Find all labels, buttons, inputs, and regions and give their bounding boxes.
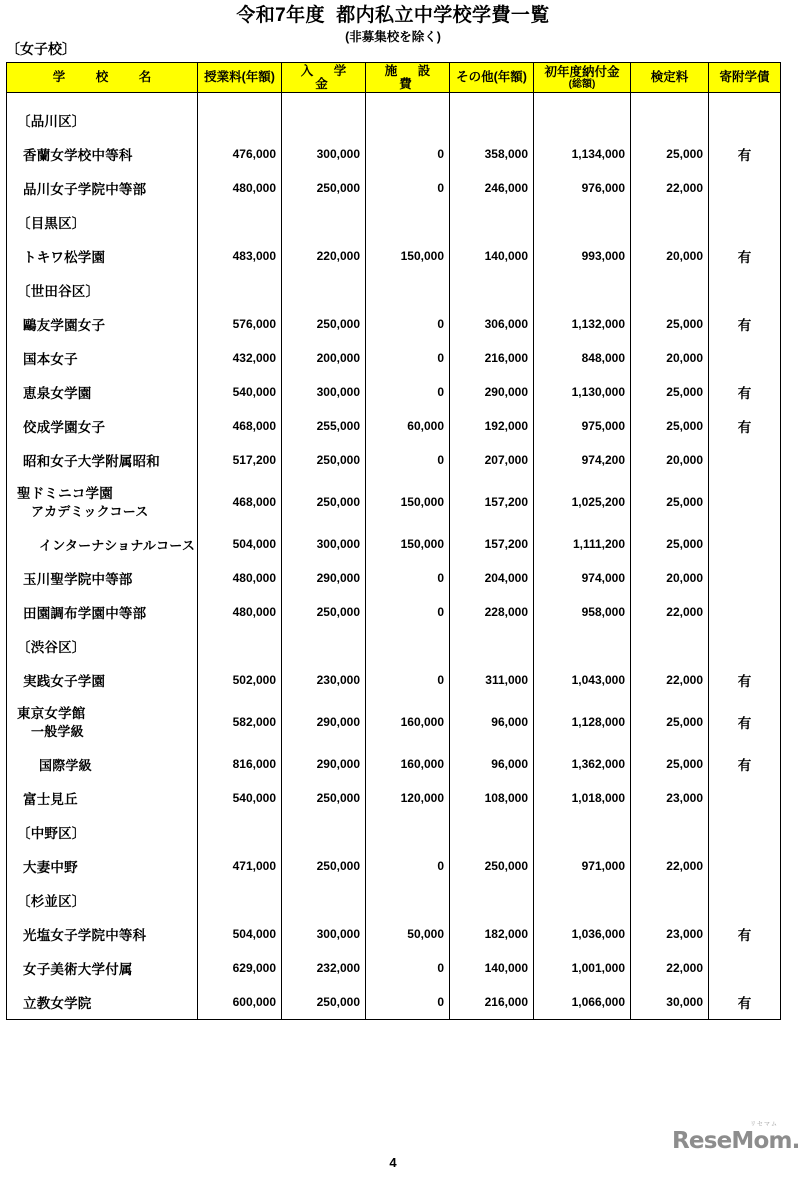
exam-fee-cell: 25,000 <box>631 375 709 409</box>
exam-fee-cell: 22,000 <box>631 663 709 697</box>
table-spacer-row <box>7 93 781 104</box>
school-name-cell <box>7 561 198 595</box>
empty-cell <box>282 93 366 104</box>
section-label: 〔女子校〕 <box>6 41 76 57</box>
table-row <box>7 781 781 815</box>
empty-cell <box>534 629 631 663</box>
first-year-total-cell: 975,000 <box>534 409 631 443</box>
other-cell: 192,000 <box>450 409 534 443</box>
empty-cell <box>631 103 709 137</box>
table-row <box>7 951 781 985</box>
column-header-school-name: 学 校 名 <box>7 63 198 93</box>
exam-fee-cell: 22,000 <box>631 849 709 883</box>
table-row-ward-heading <box>7 815 781 849</box>
resemom-logo <box>672 1122 800 1156</box>
empty-cell <box>631 273 709 307</box>
logo-word-text: ReseMom <box>672 1128 792 1154</box>
admission-cell: 300,000 <box>282 137 366 171</box>
admission-cell: 250,000 <box>282 595 366 629</box>
first-year-total-cell: 971,000 <box>534 849 631 883</box>
facility-cell: 50,000 <box>366 917 450 951</box>
logo-ruby-text: リセマム <box>750 1122 778 1128</box>
school-name-label: 実践女子学園 <box>23 674 106 689</box>
empty-cell <box>450 273 534 307</box>
table-row <box>7 477 781 527</box>
school-name-cell <box>7 443 198 477</box>
donation-cell <box>709 561 781 595</box>
table-row <box>7 747 781 781</box>
donation-cell: 有 <box>709 409 781 443</box>
page-title: 令和7年度 都内私立中学校学費一覧 <box>236 5 550 26</box>
first-year-total-cell: 1,025,200 <box>534 477 631 527</box>
other-cell: 228,000 <box>450 595 534 629</box>
facility-cell: 0 <box>366 561 450 595</box>
school-name-label: 国本女子 <box>23 352 78 367</box>
donation-cell <box>709 951 781 985</box>
tuition-cell: 540,000 <box>198 781 282 815</box>
table-row <box>7 443 781 477</box>
first-year-total-cell: 958,000 <box>534 595 631 629</box>
school-name-label: 恵泉女学園 <box>23 386 92 401</box>
empty-cell <box>631 93 709 104</box>
exam-fee-cell: 25,000 <box>631 527 709 561</box>
empty-cell <box>534 103 631 137</box>
exam-fee-cell: 23,000 <box>631 917 709 951</box>
first-year-total-main: 初年度納付金 <box>544 64 620 79</box>
column-header-tuition: 授業料(年額) <box>198 63 282 93</box>
exam-fee-cell: 30,000 <box>631 985 709 1020</box>
table-row <box>7 341 781 375</box>
empty-cell <box>198 103 282 137</box>
tuition-cell: 480,000 <box>198 171 282 205</box>
empty-cell <box>631 629 709 663</box>
table-row <box>7 527 781 561</box>
empty-cell <box>282 883 366 917</box>
admission-cell: 250,000 <box>282 171 366 205</box>
empty-cell <box>534 93 631 104</box>
donation-cell: 有 <box>709 137 781 171</box>
school-name-cell <box>7 527 198 561</box>
donation-cell <box>709 781 781 815</box>
school-name-label: 佼成学園女子 <box>23 420 106 435</box>
tuition-cell: 483,000 <box>198 239 282 273</box>
empty-cell <box>198 205 282 239</box>
first-year-total-cell: 974,200 <box>534 443 631 477</box>
exam-fee-cell: 20,000 <box>631 239 709 273</box>
exam-fee-cell: 25,000 <box>631 307 709 341</box>
first-year-total-cell: 1,111,200 <box>534 527 631 561</box>
ward-name <box>7 205 198 239</box>
empty-cell <box>366 629 450 663</box>
school-name-label: 品川女子学院中等部 <box>23 182 147 197</box>
other-cell: 157,200 <box>450 527 534 561</box>
ward-label: 〔渋谷区〕 <box>17 640 86 655</box>
school-course-label: インターナショナルコース <box>39 537 196 553</box>
facility-cell: 160,000 <box>366 747 450 781</box>
admission-cell: 300,000 <box>282 375 366 409</box>
table-row <box>7 697 781 747</box>
other-cell: 216,000 <box>450 985 534 1020</box>
school-name-label: 富士見丘 <box>23 792 78 807</box>
first-year-total-cell: 1,066,000 <box>534 985 631 1020</box>
ward-name <box>7 273 198 307</box>
tuition-cell: 517,200 <box>198 443 282 477</box>
first-year-total-cell: 1,036,000 <box>534 917 631 951</box>
empty-cell <box>450 629 534 663</box>
empty-cell <box>366 273 450 307</box>
tuition-cell: 502,000 <box>198 663 282 697</box>
first-year-total-cell: 1,132,000 <box>534 307 631 341</box>
table-row <box>7 171 781 205</box>
other-cell: 96,000 <box>450 697 534 747</box>
school-name-label: 聖ドミニコ学園 <box>17 485 113 501</box>
first-year-total-cell: 1,001,000 <box>534 951 631 985</box>
admission-cell: 300,000 <box>282 527 366 561</box>
donation-cell <box>709 443 781 477</box>
tuition-cell: 582,000 <box>198 697 282 747</box>
first-year-total-note: (総額) <box>568 78 596 90</box>
other-cell: 306,000 <box>450 307 534 341</box>
empty-cell <box>198 629 282 663</box>
ward-label: 〔目黒区〕 <box>17 216 86 231</box>
ward-name <box>7 815 198 849</box>
table-row <box>7 239 781 273</box>
empty-cell <box>366 815 450 849</box>
table-row <box>7 375 781 409</box>
admission-cell: 232,000 <box>282 951 366 985</box>
school-name-label: 東京女学館 <box>17 705 86 721</box>
facility-cell: 160,000 <box>366 697 450 747</box>
school-name-label: 玉川聖学院中等部 <box>23 572 133 587</box>
exam-fee-cell: 20,000 <box>631 443 709 477</box>
empty-cell <box>198 273 282 307</box>
table-row <box>7 137 781 171</box>
facility-cell: 0 <box>366 171 450 205</box>
tuition-cell: 432,000 <box>198 341 282 375</box>
tuition-cell: 576,000 <box>198 307 282 341</box>
ward-label: 〔杉並区〕 <box>17 894 86 909</box>
other-cell: 207,000 <box>450 443 534 477</box>
empty-cell <box>450 815 534 849</box>
first-year-total-cell: 1,128,000 <box>534 697 631 747</box>
empty-cell <box>366 883 450 917</box>
facility-cell: 150,000 <box>366 527 450 561</box>
logo-wordmark <box>672 1128 800 1154</box>
tuition-cell: 504,000 <box>198 527 282 561</box>
other-cell: 246,000 <box>450 171 534 205</box>
other-cell: 157,200 <box>450 477 534 527</box>
exam-fee-cell: 25,000 <box>631 409 709 443</box>
admission-cell: 220,000 <box>282 239 366 273</box>
donation-cell: 有 <box>709 747 781 781</box>
facility-cell: 0 <box>366 595 450 629</box>
exam-fee-cell: 20,000 <box>631 341 709 375</box>
school-name-label: 香蘭女学校中等科 <box>23 148 133 163</box>
school-name-cell <box>7 375 198 409</box>
empty-cell <box>198 93 282 104</box>
other-cell: 140,000 <box>450 951 534 985</box>
empty-cell <box>631 815 709 849</box>
table-row <box>7 409 781 443</box>
empty-cell <box>534 205 631 239</box>
admission-cell: 255,000 <box>282 409 366 443</box>
admission-cell: 250,000 <box>282 781 366 815</box>
column-header-exam-fee: 検定料 <box>631 63 709 93</box>
donation-cell <box>709 477 781 527</box>
tuition-cell: 480,000 <box>198 595 282 629</box>
column-header-first-year-total <box>534 63 631 93</box>
donation-cell <box>709 849 781 883</box>
ward-name <box>7 883 198 917</box>
school-course-label: 一般学級 <box>31 723 84 739</box>
facility-cell: 0 <box>366 985 450 1020</box>
facility-cell: 60,000 <box>366 409 450 443</box>
school-name-cell <box>7 951 198 985</box>
donation-cell: 有 <box>709 917 781 951</box>
table-row-ward-heading <box>7 629 781 663</box>
facility-cell: 0 <box>366 307 450 341</box>
facility-cell: 0 <box>366 341 450 375</box>
table-row-ward-heading <box>7 883 781 917</box>
tuition-cell: 468,000 <box>198 477 282 527</box>
other-cell: 204,000 <box>450 561 534 595</box>
admission-cell: 290,000 <box>282 561 366 595</box>
exam-fee-cell: 22,000 <box>631 595 709 629</box>
other-cell: 311,000 <box>450 663 534 697</box>
ward-name <box>7 103 198 137</box>
admission-cell: 250,000 <box>282 443 366 477</box>
logo-dot: . <box>791 1128 800 1154</box>
school-name-cell <box>7 985 198 1020</box>
exam-fee-cell: 25,000 <box>631 697 709 747</box>
table-row-ward-heading <box>7 205 781 239</box>
school-name-cell <box>7 849 198 883</box>
empty-cell <box>534 883 631 917</box>
other-cell: 96,000 <box>450 747 534 781</box>
school-name-cell <box>7 341 198 375</box>
school-course-label: アカデミックコース <box>31 503 149 519</box>
first-year-total-cell: 1,043,000 <box>534 663 631 697</box>
title-block <box>0 4 786 45</box>
ward-name <box>7 629 198 663</box>
school-name-cell <box>7 477 198 527</box>
empty-cell <box>709 629 781 663</box>
empty-cell <box>7 93 198 104</box>
school-name-cell <box>7 917 198 951</box>
first-year-total-cell: 976,000 <box>534 171 631 205</box>
page-number: 4 <box>389 1155 397 1170</box>
empty-cell <box>366 93 450 104</box>
column-header-admission-fee: 入 学 金 <box>282 63 366 93</box>
other-cell: 290,000 <box>450 375 534 409</box>
donation-cell: 有 <box>709 239 781 273</box>
empty-cell <box>534 815 631 849</box>
ward-label: 〔品川区〕 <box>17 114 86 129</box>
admission-cell: 250,000 <box>282 307 366 341</box>
tuition-cell: 480,000 <box>198 561 282 595</box>
school-fee-table <box>6 62 781 1020</box>
ward-label: 〔世田谷区〕 <box>17 284 100 299</box>
empty-cell <box>282 629 366 663</box>
table-row-ward-heading <box>7 103 781 137</box>
exam-fee-cell: 22,000 <box>631 171 709 205</box>
column-header-facility-fee: 施 設 費 <box>366 63 450 93</box>
empty-cell <box>709 883 781 917</box>
facility-cell: 0 <box>366 443 450 477</box>
tuition-cell: 471,000 <box>198 849 282 883</box>
school-name-label: 鷗友学園女子 <box>23 318 106 333</box>
table-row <box>7 663 781 697</box>
tuition-cell: 816,000 <box>198 747 282 781</box>
empty-cell <box>282 815 366 849</box>
donation-cell <box>709 171 781 205</box>
tuition-cell: 504,000 <box>198 917 282 951</box>
other-cell: 182,000 <box>450 917 534 951</box>
empty-cell <box>709 815 781 849</box>
empty-cell <box>282 103 366 137</box>
school-name-label: 女子美術大学付属 <box>23 962 133 977</box>
table-row <box>7 985 781 1020</box>
other-cell: 250,000 <box>450 849 534 883</box>
first-year-total-cell: 1,362,000 <box>534 747 631 781</box>
exam-fee-cell: 20,000 <box>631 561 709 595</box>
school-name-cell <box>7 747 198 781</box>
page-subtitle: (非募集校を除く) <box>345 30 441 44</box>
admission-cell: 300,000 <box>282 917 366 951</box>
exam-fee-cell: 25,000 <box>631 137 709 171</box>
empty-cell <box>534 273 631 307</box>
donation-cell: 有 <box>709 985 781 1020</box>
empty-cell <box>366 103 450 137</box>
column-header-other-fee: その他(年額) <box>450 63 534 93</box>
school-name-cell <box>7 307 198 341</box>
other-cell: 108,000 <box>450 781 534 815</box>
empty-cell <box>709 205 781 239</box>
table-row <box>7 917 781 951</box>
admission-cell: 230,000 <box>282 663 366 697</box>
table-row <box>7 849 781 883</box>
empty-cell <box>709 273 781 307</box>
donation-cell <box>709 341 781 375</box>
empty-cell <box>450 883 534 917</box>
exam-fee-cell: 22,000 <box>631 951 709 985</box>
school-name-label: 大妻中野 <box>23 860 78 875</box>
ward-label: 〔中野区〕 <box>17 826 86 841</box>
other-cell: 140,000 <box>450 239 534 273</box>
exam-fee-cell: 23,000 <box>631 781 709 815</box>
exam-fee-cell: 25,000 <box>631 477 709 527</box>
school-name-label: トキワ松学園 <box>23 250 106 265</box>
school-name-cell <box>7 781 198 815</box>
table-row <box>7 307 781 341</box>
school-name-cell <box>7 137 198 171</box>
facility-cell: 150,000 <box>366 239 450 273</box>
empty-cell <box>282 205 366 239</box>
donation-cell: 有 <box>709 307 781 341</box>
school-name-label: 昭和女子大学附属昭和 <box>23 454 160 469</box>
tuition-cell: 600,000 <box>198 985 282 1020</box>
empty-cell <box>450 93 534 104</box>
first-year-total-cell: 1,018,000 <box>534 781 631 815</box>
school-name-cell <box>7 239 198 273</box>
table-row <box>7 595 781 629</box>
facility-cell: 0 <box>366 849 450 883</box>
facility-cell: 120,000 <box>366 781 450 815</box>
school-name-cell <box>7 171 198 205</box>
table-header-row <box>7 63 781 93</box>
school-name-cell <box>7 409 198 443</box>
admission-cell: 290,000 <box>282 747 366 781</box>
tuition-cell: 468,000 <box>198 409 282 443</box>
table-body <box>7 93 781 1020</box>
admission-cell: 250,000 <box>282 985 366 1020</box>
empty-cell <box>631 205 709 239</box>
school-name-label: 田園調布学園中等部 <box>23 606 147 621</box>
admission-cell: 290,000 <box>282 697 366 747</box>
tuition-cell: 629,000 <box>198 951 282 985</box>
donation-cell <box>709 527 781 561</box>
first-year-total-cell: 993,000 <box>534 239 631 273</box>
school-name-cell <box>7 663 198 697</box>
empty-cell <box>198 883 282 917</box>
other-cell: 216,000 <box>450 341 534 375</box>
school-name-cell <box>7 697 198 747</box>
facility-cell: 0 <box>366 137 450 171</box>
donation-cell <box>709 595 781 629</box>
column-header-donation: 寄附学債 <box>709 63 781 93</box>
donation-cell: 有 <box>709 375 781 409</box>
table-row <box>7 561 781 595</box>
empty-cell <box>366 205 450 239</box>
empty-cell <box>709 93 781 104</box>
facility-cell: 0 <box>366 663 450 697</box>
table-row-ward-heading <box>7 273 781 307</box>
empty-cell <box>709 103 781 137</box>
facility-cell: 0 <box>366 375 450 409</box>
empty-cell <box>450 103 534 137</box>
first-year-total-cell: 848,000 <box>534 341 631 375</box>
donation-cell: 有 <box>709 663 781 697</box>
admission-cell: 250,000 <box>282 477 366 527</box>
tuition-cell: 540,000 <box>198 375 282 409</box>
empty-cell <box>450 205 534 239</box>
other-cell: 358,000 <box>450 137 534 171</box>
empty-cell <box>282 273 366 307</box>
school-course-label: 国際学級 <box>39 757 92 773</box>
school-name-label: 立教女学院 <box>23 996 92 1011</box>
empty-cell <box>198 815 282 849</box>
first-year-total-cell: 1,130,000 <box>534 375 631 409</box>
donation-cell: 有 <box>709 697 781 747</box>
admission-cell: 200,000 <box>282 341 366 375</box>
school-name-cell <box>7 595 198 629</box>
facility-cell: 150,000 <box>366 477 450 527</box>
first-year-total-cell: 1,134,000 <box>534 137 631 171</box>
tuition-cell: 476,000 <box>198 137 282 171</box>
facility-cell: 0 <box>366 951 450 985</box>
empty-cell <box>631 883 709 917</box>
admission-cell: 250,000 <box>282 849 366 883</box>
exam-fee-cell: 25,000 <box>631 747 709 781</box>
first-year-total-cell: 974,000 <box>534 561 631 595</box>
school-name-label: 光塩女子学院中等科 <box>23 928 147 943</box>
